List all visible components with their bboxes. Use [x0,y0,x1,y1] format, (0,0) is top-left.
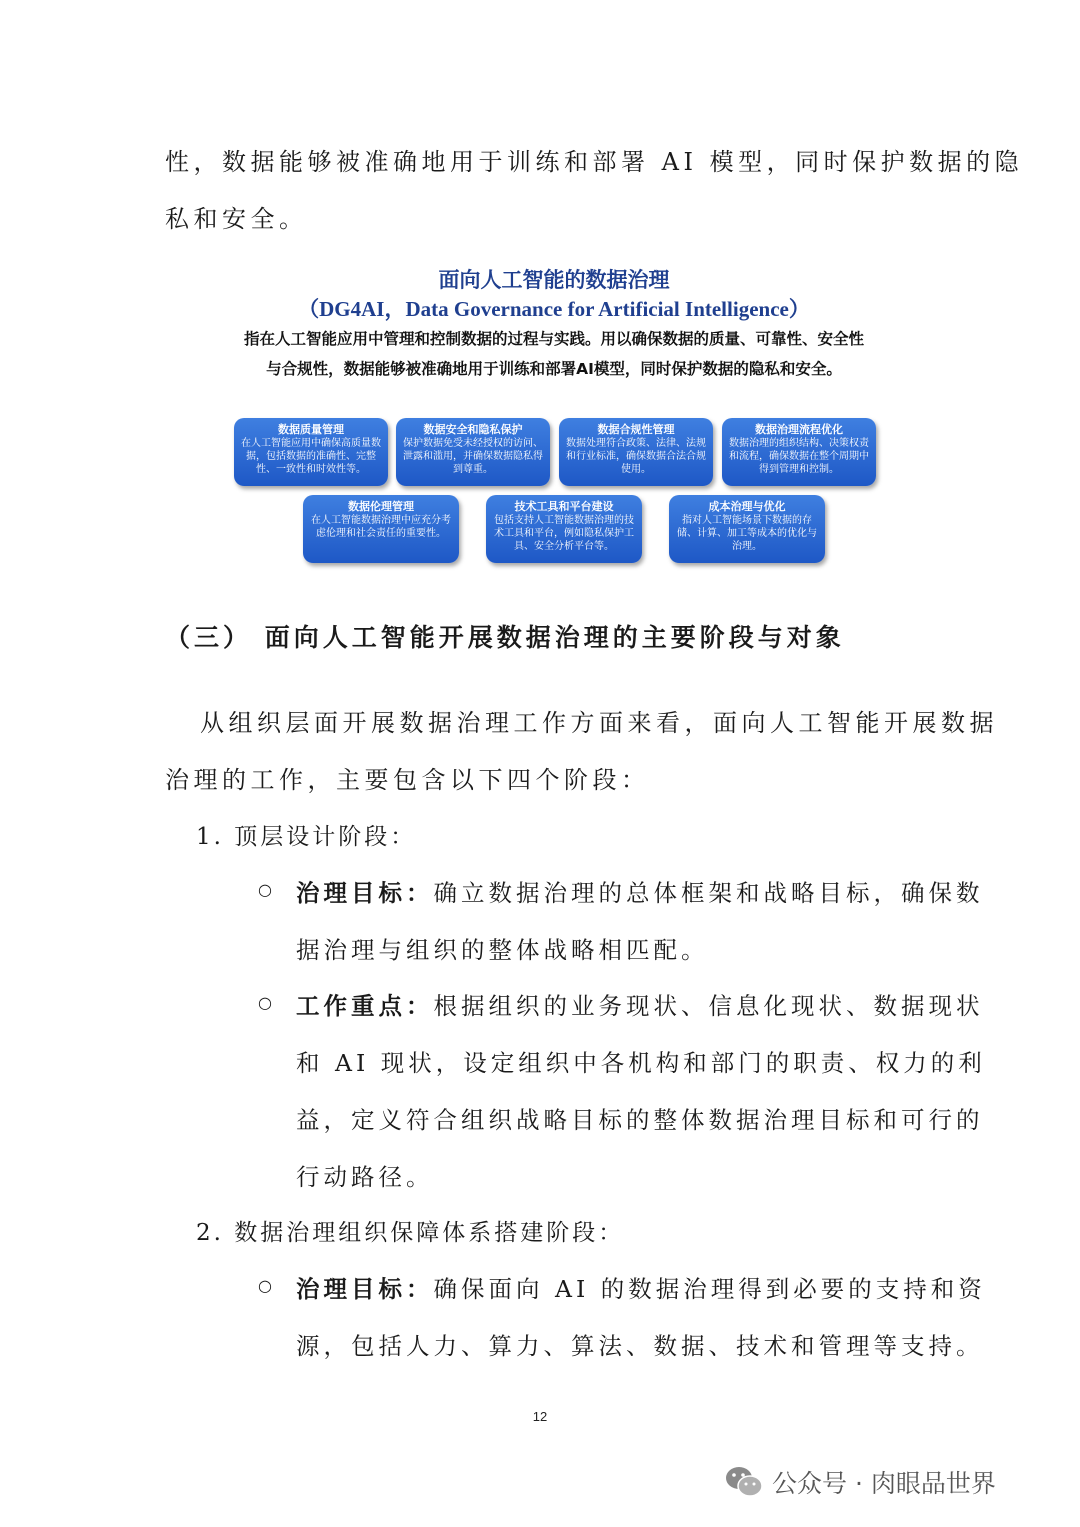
bullet-text: 根据组织的业务现状、信息化现状、数据现状 [433,992,984,1020]
bullet-3-line-1 [296,1270,986,1304]
wechat-icon [724,1465,764,1499]
box-text: 数据治理的组织结构、决策权责和流程，确保数据在整个周期中得到管理和控制。 [729,438,869,475]
bullet-label: 治理目标： [296,1275,434,1303]
bullet-text: 确保面向 AI 的数据治理得到必要的支持和资 [433,1275,986,1303]
box-title: 数据伦理管理 [348,500,414,513]
footer-text: 公众号 · 肉眼品世界 [772,1469,996,1498]
intro-line-2: 私和安全。 [165,205,308,233]
bullet-2-line-3: 益，定义符合组织战略目标的整体数据治理目标和可行的 [296,1106,984,1134]
box-security-privacy [396,418,550,486]
box-process-optimization [722,418,876,486]
box-title: 数据质量管理 [278,423,344,436]
section-heading: （三） 面向人工智能开展数据治理的主要阶段与对象 [165,623,845,652]
bullet-icon: ○ [258,880,272,899]
intro-line-1: 性，数据能够被准确地用于训练和部署 AI 模型，同时保护数据的隐 [165,148,1024,176]
dg4ai-diagram [226,260,882,580]
bullet-icon: ○ [258,1276,272,1295]
bullet-label: 工作重点： [296,992,434,1020]
box-title: 成本治理与优化 [708,500,786,513]
box-text: 在人工智能应用中确保高质量数据，包括数据的准确性、完整性、一致性和时效性等。 [241,438,381,475]
list-item-1: 1. 顶层设计阶段： [196,824,417,850]
box-title: 数据安全和隐私保护 [423,423,523,436]
bullet-text: 确立数据治理的总体框架和战略目标，确保数 [433,879,984,907]
box-text: 包括支持人工智能数据治理的技术工具和平台，例如隐私保护工具、安全分析平台等。 [494,515,634,552]
bullet-2-line-4: 行动路径。 [296,1163,434,1191]
box-title: 技术工具和平台建设 [514,500,614,513]
page-number: 12 [532,1409,548,1424]
box-text: 保护数据免受未经授权的访问、泄露和滥用，并确保数据隐私得到尊重。 [403,438,543,475]
footer-watermark [724,1462,996,1502]
diagram-title: 面向人工智能的数据治理 [438,268,670,292]
list-item-2: 2. 数据治理组织保障体系搭建阶段： [196,1220,625,1246]
bullet-3-line-2: 源，包括人力、算力、算法、数据、技术和管理等支持。 [296,1332,984,1360]
box-compliance [559,418,713,486]
box-text: 指对人工智能场景下数据的存储、计算、加工等成本的优化与治理。 [677,515,817,552]
bullet-icon: ○ [258,993,272,1012]
box-title: 数据治理流程优化 [755,423,843,436]
paragraph-line-2: 治理的工作，主要包含以下四个阶段： [165,766,650,794]
bullet-2-line-1 [296,987,984,1021]
box-data-quality [234,418,388,486]
bullet-1-line-2: 据治理与组织的整体战略相匹配。 [296,936,709,964]
box-ethics [303,495,459,563]
box-text: 数据处理符合政策、法律、法规和行业标准，确保数据合法合规使用。 [566,438,706,475]
bullet-2-line-2: 和 AI 现状，设定组织中各机构和部门的职责、权力的利 [296,1049,986,1077]
box-title: 数据合规性管理 [597,423,675,436]
box-cost-governance [669,495,825,563]
bullet-label: 治理目标： [296,879,434,907]
box-tools-platforms [486,495,642,563]
diagram-description: 指在人工智能应用中管理和控制数据的过程与实践。用以确保数据的质量、可靠性、安全性与合规性，数据能够被准确地用于训练和部署AI模型，同时保护数据的隐私和安全。 [243,330,864,378]
box-text: 在人工智能数据治理中应充分考虑伦理和社会责任的重要性。 [311,515,451,539]
diagram-subtitle: （DG4AI，Data Governance for Artificial Intelligence） [298,297,810,321]
bullet-1-line-1 [296,874,984,908]
paragraph-line-1: 从组织层面开展数据治理工作方面来看，面向人工智能开展数据 [200,709,998,737]
